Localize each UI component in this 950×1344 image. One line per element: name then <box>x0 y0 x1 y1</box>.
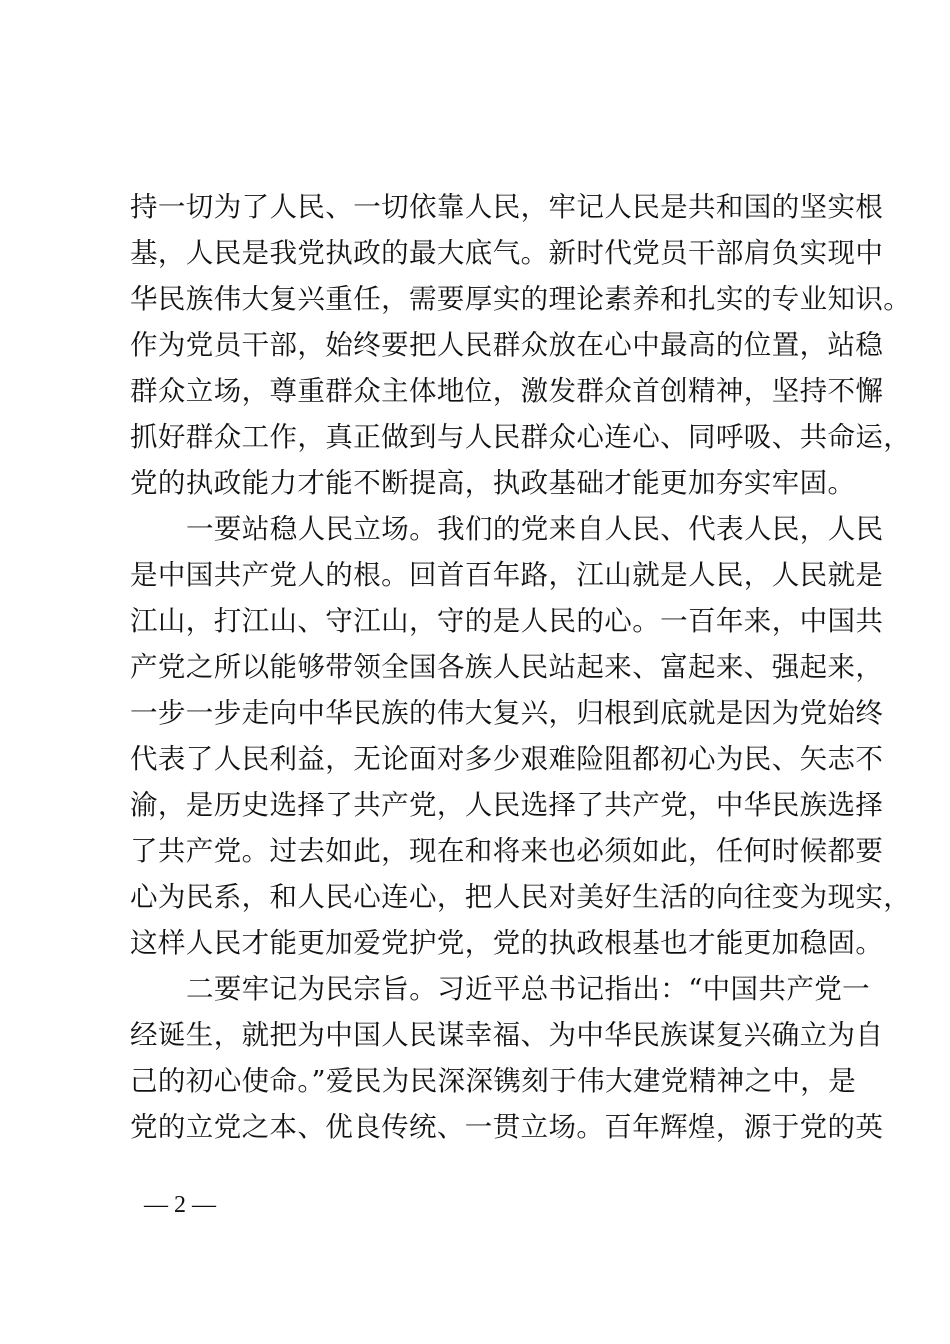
text-line-1: 持一切为了人民、一切依靠人民，牢记人民是共和国的坚实根 <box>130 191 884 223</box>
text-line-3: 华民族伟大复兴重任，需要厚实的理论素养和扎实的专业知识。 <box>130 283 912 315</box>
text-line-9: 是中国共产党人的根。回首百年路，江山就是人民，人民就是 <box>130 559 884 591</box>
text-line-8: 一要站稳人民立场。我们的党来自人民、代表人民，人民 <box>186 513 884 545</box>
text-line-4: 作为党员干部，始终要把人民群众放在心中最高的位置，站稳 <box>130 329 884 361</box>
text-line-17: 这样人民才能更加爱党护党，党的执政根基也才能更加稳固。 <box>130 927 884 959</box>
text-line-12: 一步一步走向中华民族的伟大复兴，归根到底就是因为党始终 <box>130 697 884 729</box>
text-line-2: 基，人民是我党执政的最大底气。新时代党员干部肩负实现中 <box>130 237 884 269</box>
text-line-10: 江山，打江山、守江山，守的是人民的心。一百年来，中国共 <box>130 605 884 637</box>
text-line-5: 群众立场，尊重群众主体地位，激发群众首创精神，坚持不懈 <box>130 375 884 407</box>
text-line-14: 渝，是历史选择了共产党，人民选择了共产党，中华民族选择 <box>130 789 884 821</box>
text-line-7: 党的执政能力才能不断提高，执政基础才能更加夯实牢固。 <box>130 467 856 499</box>
text-line-11: 产党之所以能够带领全国各族人民站起来、富起来、强起来， <box>130 651 884 683</box>
body-text <box>130 184 912 1150</box>
text-line-19: 经诞生，就把为中国人民谋幸福、为中华民族谋复兴确立为自 <box>130 1019 884 1051</box>
text-line-20: 己的初心使命。”爱民为民深深镌刻于伟大建党精神之中，是 <box>130 1065 857 1097</box>
text-line-16: 心为民系，和人民心连心，把人民对美好生活的向往变为现实， <box>130 881 912 913</box>
text-line-13: 代表了人民利益，无论面对多少艰难险阻都初心为民、矢志不 <box>130 743 884 775</box>
text-line-6: 抓好群众工作，真正做到与人民群众心连心、同呼吸、共命运， <box>130 421 912 453</box>
text-line-15: 了共产党。过去如此，现在和将来也必须如此，任何时候都要 <box>130 835 884 867</box>
page-number: — 2 — <box>144 1192 216 1218</box>
text-line-18: 二要牢记为民宗旨。习近平总书记指出：“中国共产党一 <box>186 973 871 1005</box>
text-line-21: 党的立党之本、优良传统、一贯立场。百年辉煌，源于党的英 <box>130 1111 884 1143</box>
